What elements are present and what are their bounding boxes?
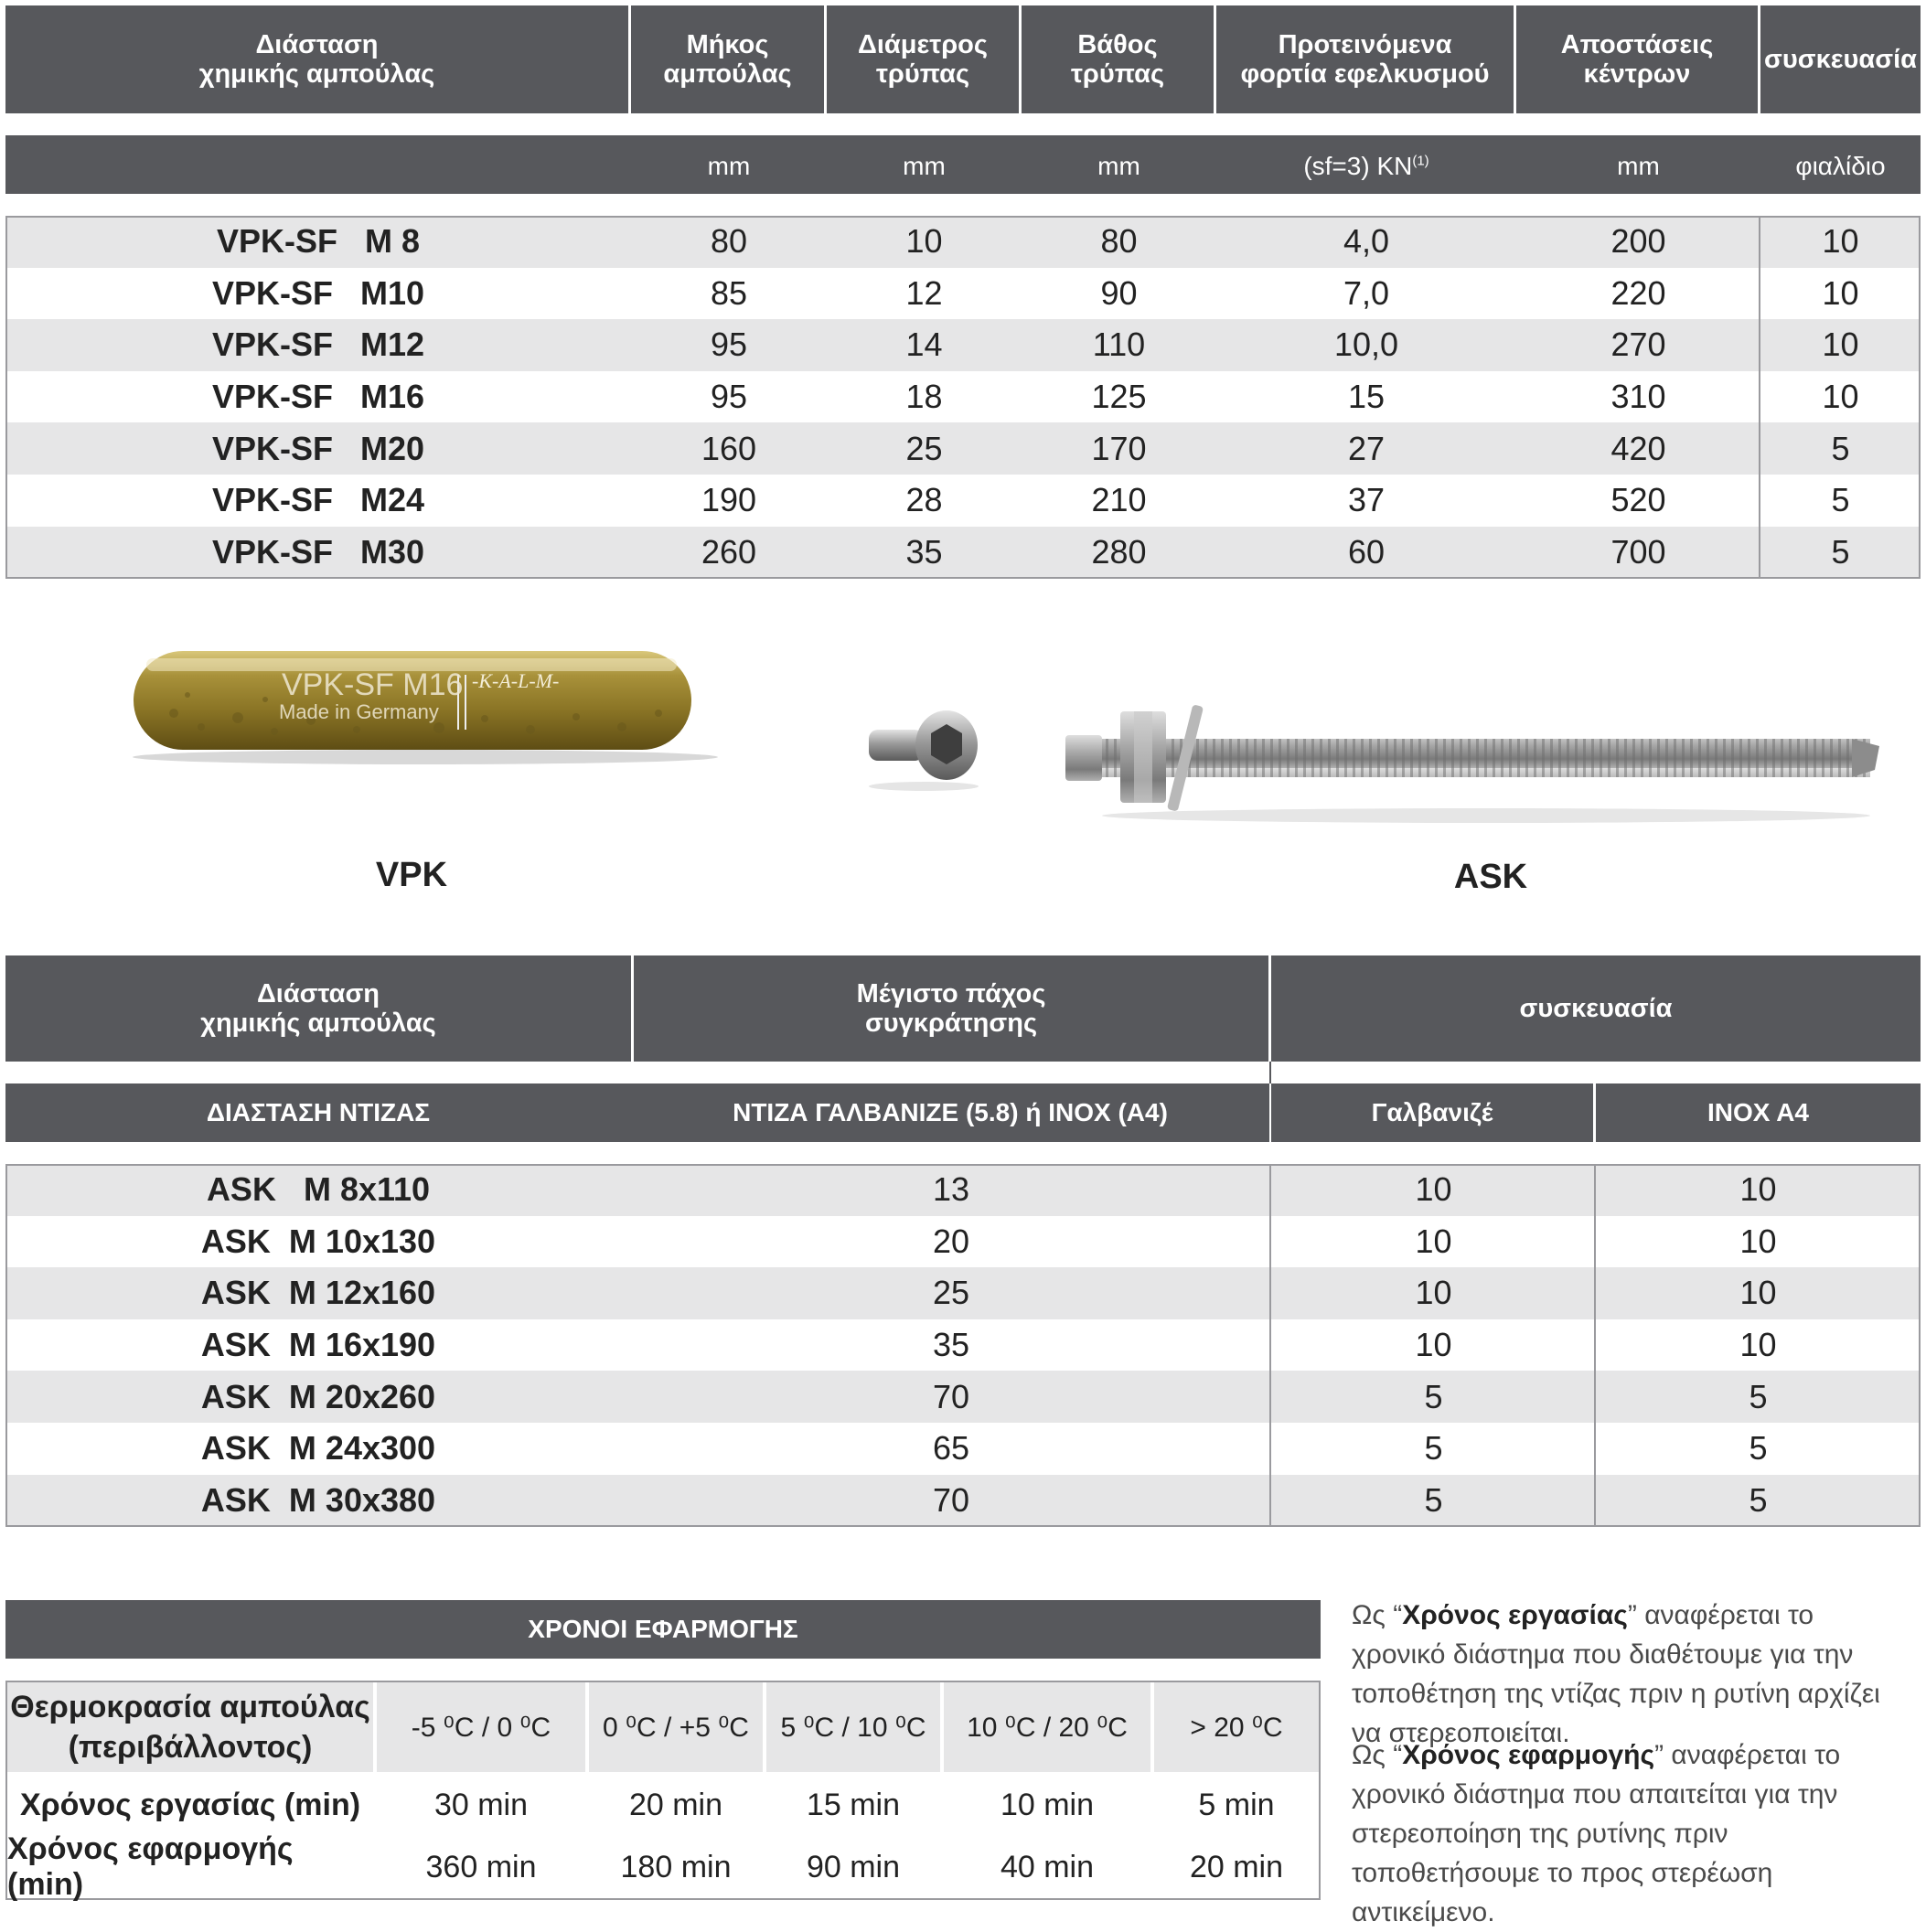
work-time-1: 30 min — [433, 1787, 529, 1822]
temp-range-2: 0 ⁰C / +5 ⁰C — [603, 1712, 749, 1743]
product-code-cell: VPK-SF M 8 — [5, 216, 631, 268]
vpk-caption: VPK — [375, 856, 448, 894]
value-cell: 37 — [1216, 475, 1516, 527]
value-cell: 10 — [1596, 1216, 1921, 1268]
work-time-3: 15 min — [806, 1787, 901, 1822]
application-time-3: 90 min — [806, 1849, 901, 1884]
value-cell: 200 — [1516, 216, 1760, 268]
product-code-cell: VPK-SF M24 — [5, 475, 631, 527]
ampoule-sublabel: Made in Germany — [279, 700, 439, 723]
value-cell: 85 — [631, 268, 827, 320]
vpk-data-table — [5, 216, 1921, 578]
temp-range-4: 10 ⁰C / 20 ⁰C — [967, 1712, 1128, 1743]
value-cell: 110 — [1022, 319, 1216, 371]
value-cell: 60 — [1216, 527, 1516, 579]
value-cell: 4,0 — [1216, 216, 1516, 268]
value-cell: 35 — [827, 527, 1022, 579]
application-time-note: Ως “Χρόνος εφαρμογής” αναφέρεται το χρονικό διάστημα που απαιτείται για την στερεοποίηση της ρυτίνης πριν τοποθετήσουμε το προς στερέωση αντικείμενο. — [1352, 1740, 1841, 1927]
value-cell: 80 — [631, 216, 827, 268]
product-code-cell: ASK M 30x380 — [5, 1475, 631, 1527]
value-cell: 14 — [827, 319, 1022, 371]
vpk-table-row — [5, 527, 1921, 579]
value-cell: 10 — [1760, 268, 1921, 320]
value-cell: 10 — [1271, 1319, 1596, 1372]
value-cell: 10 — [1596, 1319, 1921, 1372]
ask-threaded-rod-image — [1056, 695, 1879, 832]
value-cell: 10 — [1760, 319, 1921, 371]
value-cell: 5 — [1271, 1475, 1596, 1527]
ask-table-row — [5, 1164, 1921, 1216]
vpk-header-size: Διάσταση χημικής αμπούλας — [5, 5, 628, 113]
ask-header-packaging: συσκευασία — [1271, 955, 1921, 1062]
temp-range-3: 5 ⁰C / 10 ⁰C — [780, 1712, 926, 1743]
value-cell: 160 — [631, 422, 827, 475]
times-table-title: ΧΡΟΝΟΙ ΕΦΑΡΜΟΓΗΣ — [5, 1600, 1321, 1659]
value-cell: 25 — [827, 422, 1022, 475]
product-code-cell: ASK M 8x110 — [5, 1164, 631, 1216]
value-cell: 260 — [631, 527, 827, 579]
application-time-label: Χρόνος εφαρμογής (min) — [7, 1831, 294, 1902]
value-cell: 5 — [1596, 1475, 1921, 1527]
vpk-header-diameter: Διάμετρος τρύπας — [827, 5, 1019, 113]
ask-subheader-galvanized: Γαλβανιζέ — [1271, 1083, 1593, 1142]
value-cell: 5 — [1271, 1371, 1596, 1423]
temperature-header: Θερμοκρασία αμπούλας (περιβάλλοντος) — [10, 1690, 370, 1765]
vpk-table-row — [5, 216, 1921, 268]
vpk-unit-load: (sf=3) KN$^{(1)}$ — [1303, 152, 1429, 180]
vpk-header-depth: Βάθος τρύπας — [1022, 5, 1214, 113]
vpk-header-load: Προτεινόμενα φορτία εφελκυσμού — [1216, 5, 1514, 113]
value-cell: 5 — [1760, 422, 1921, 475]
value-cell: 70 — [631, 1475, 1271, 1527]
product-code-cell: ASK M 16x190 — [5, 1319, 631, 1372]
work-time-label: Χρόνος εργασίας (min) — [19, 1787, 361, 1822]
vpk-unit-packaging: φιαλίδιο — [1795, 152, 1886, 180]
ask-header-size: Διάσταση χημικής αμπούλας — [5, 955, 631, 1062]
value-cell: 700 — [1516, 527, 1760, 579]
value-cell: 35 — [631, 1319, 1271, 1372]
value-cell: 65 — [631, 1423, 1271, 1475]
application-time-1: 360 min — [425, 1849, 537, 1884]
work-time-note: Ως “Χρόνος εργασίας” αναφέρεται το χρονικό διάστημα που διαθέτουμε για την τοποθέτηση της ντίζας πριν η ρυτίνη αρχίζει να στερεοποιείται. — [1352, 1600, 1880, 1748]
times-table — [5, 1681, 1321, 1900]
ask-table-divider-2 — [1594, 1164, 1596, 1527]
value-cell: 20 — [631, 1216, 1271, 1268]
value-cell: 15 — [1216, 371, 1516, 423]
vpk-unit-spacing: mm — [1617, 152, 1660, 180]
value-cell: 5 — [1760, 527, 1921, 579]
product-code-cell: ASK M 12x160 — [5, 1267, 631, 1319]
vpk-table-row — [5, 422, 1921, 475]
value-cell: 28 — [827, 475, 1022, 527]
ampoule-brand: -K-A-L-M- — [472, 669, 560, 692]
ask-header-connector — [1269, 1062, 1271, 1083]
ask-caption: ASK — [1453, 858, 1528, 896]
temp-range-5: > 20 ⁰C — [1190, 1712, 1283, 1743]
ask-header-thickness: Μέγιστο πάχος συγκράτησης — [634, 955, 1268, 1062]
value-cell: 10 — [1271, 1216, 1596, 1268]
value-cell: 310 — [1516, 371, 1760, 423]
ask-table-row — [5, 1423, 1921, 1475]
vpk-unit-length: mm — [707, 152, 751, 180]
value-cell: 25 — [631, 1267, 1271, 1319]
ask-table-row — [5, 1267, 1921, 1319]
value-cell: 5 — [1596, 1423, 1921, 1475]
value-cell: 5 — [1596, 1371, 1921, 1423]
value-cell: 280 — [1022, 527, 1216, 579]
value-cell: 5 — [1271, 1423, 1596, 1475]
vpk-table-row — [5, 319, 1921, 371]
product-code-cell: ASK M 10x130 — [5, 1216, 631, 1268]
vpk-unit-depth: mm — [1097, 152, 1140, 180]
vpk-units-row — [5, 135, 1921, 194]
value-cell: 520 — [1516, 475, 1760, 527]
value-cell: 125 — [1022, 371, 1216, 423]
value-cell: 170 — [1022, 422, 1216, 475]
ask-table-row — [5, 1475, 1921, 1527]
value-cell: 210 — [1022, 475, 1216, 527]
application-time-5: 20 min — [1189, 1849, 1284, 1884]
vpk-header-packaging: συσκευασία — [1760, 5, 1921, 113]
hex-socket-image — [860, 704, 988, 795]
value-cell: 90 — [1022, 268, 1216, 320]
work-time-2: 20 min — [628, 1787, 723, 1822]
value-cell: 10 — [1271, 1164, 1596, 1216]
value-cell: 10 — [1596, 1164, 1921, 1216]
ask-table-row — [5, 1371, 1921, 1423]
value-cell: 18 — [827, 371, 1022, 423]
value-cell: 10 — [1760, 371, 1921, 423]
product-code-cell: ASK M 20x260 — [5, 1371, 631, 1423]
ask-table-row — [5, 1319, 1921, 1372]
value-cell: 420 — [1516, 422, 1760, 475]
value-cell: 7,0 — [1216, 268, 1516, 320]
value-cell: 220 — [1516, 268, 1760, 320]
product-code-cell: ASK M 24x300 — [5, 1423, 631, 1475]
vpk-unit-footnote: (1) — [1412, 153, 1429, 169]
ask-table-divider-1 — [1269, 1164, 1271, 1527]
vpk-unit-size — [5, 135, 631, 194]
vpk-table-divider — [1759, 216, 1760, 579]
vpk-unit-diameter: mm — [903, 152, 946, 180]
value-cell: 10 — [1596, 1267, 1921, 1319]
vpk-header-spacing: Αποστάσεις κέντρων — [1516, 5, 1758, 113]
ask-subheader-rod-size: ΔΙΑΣΤΑΣΗ ΝΤΙΖΑΣ — [5, 1083, 631, 1142]
value-cell: 10 — [1760, 216, 1921, 268]
value-cell: 80 — [1022, 216, 1216, 268]
ampoule-label: VPK-SF M16 — [282, 667, 464, 702]
value-cell: 95 — [631, 371, 827, 423]
work-time-5: 5 min — [1198, 1787, 1275, 1822]
value-cell: 270 — [1516, 319, 1760, 371]
vpk-table-row — [5, 268, 1921, 320]
product-code-cell: VPK-SF M30 — [5, 527, 631, 579]
value-cell: 70 — [631, 1371, 1271, 1423]
ask-data-table — [5, 1164, 1921, 1526]
value-cell: 95 — [631, 319, 827, 371]
vpk-ampoule-image — [119, 640, 732, 768]
application-time-4: 40 min — [1000, 1849, 1095, 1884]
product-code-cell: VPK-SF M16 — [5, 371, 631, 423]
vpk-table-row — [5, 371, 1921, 423]
product-code-cell: VPK-SF M10 — [5, 268, 631, 320]
value-cell: 10 — [1271, 1267, 1596, 1319]
value-cell: 13 — [631, 1164, 1271, 1216]
value-cell: 27 — [1216, 422, 1516, 475]
value-cell: 12 — [827, 268, 1022, 320]
value-cell: 10 — [827, 216, 1022, 268]
ask-subheader-rod-type: ΝΤΙΖΑ ΓΑΛΒΑΝΙΖΕ (5.8) ή INOX (A4) — [631, 1083, 1269, 1142]
temp-range-1: -5 ⁰C / 0 ⁰C — [411, 1712, 551, 1743]
value-cell: 5 — [1760, 475, 1921, 527]
application-time-2: 180 min — [620, 1849, 732, 1884]
work-time-4: 10 min — [1000, 1787, 1095, 1822]
value-cell: 190 — [631, 475, 827, 527]
value-cell: 10,0 — [1216, 319, 1516, 371]
ask-subheader-inox: INOX A4 — [1596, 1083, 1921, 1142]
vpk-header-length: Μήκος αμπούλας — [631, 5, 824, 113]
ask-table-row — [5, 1216, 1921, 1268]
product-code-cell: VPK-SF M20 — [5, 422, 631, 475]
vpk-table-row — [5, 475, 1921, 527]
product-code-cell: VPK-SF M12 — [5, 319, 631, 371]
